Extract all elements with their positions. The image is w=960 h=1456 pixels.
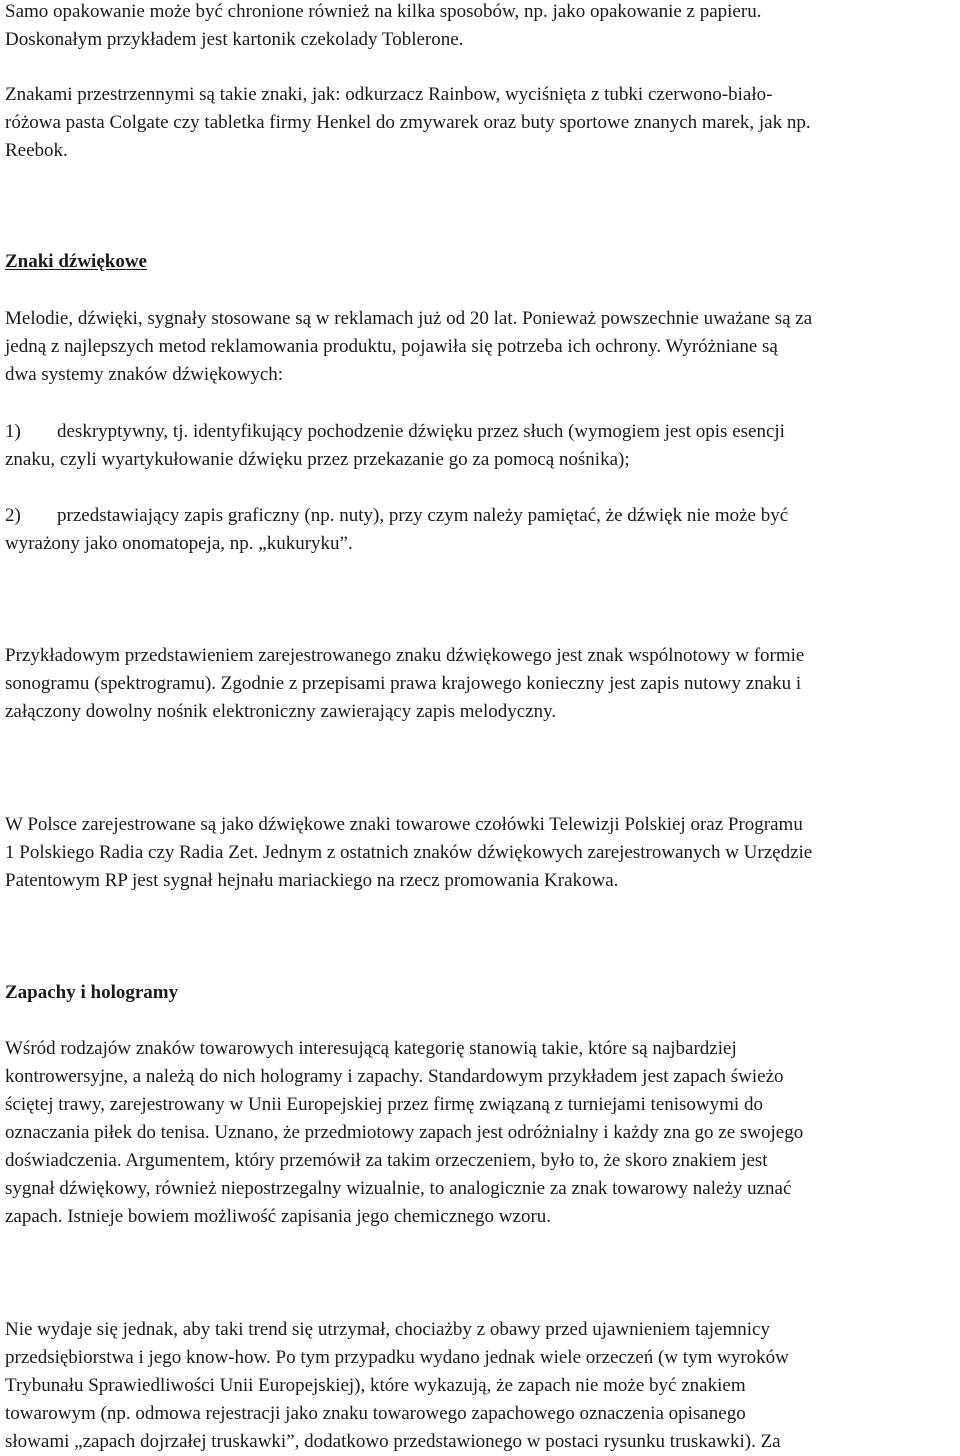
poland-paragraph [5, 811, 957, 895]
text-line: Przykładowym przedstawieniem zarejestrowanego znaku dźwiękowego jest znak wspólnotowy w formie [5, 645, 805, 666]
text-line: oznaczania piłek do tenisa. Uznano, że przedmiotowy zapach jest odróżnialny i każdy zna go ze swojego [5, 1122, 804, 1143]
list-number: 2) [5, 505, 21, 526]
text-line: Reebok. [5, 140, 68, 161]
text-line: jedną z najlepszych metod reklamowania produktu, pojawiła się potrzeba ich ochrony. Wyróżniane są [5, 336, 778, 357]
spatial-marks-paragraph [5, 81, 957, 165]
sound-intro-paragraph [5, 305, 957, 389]
text-line: Nie wydaje się jednak, aby taki trend się utrzymał, chociażby z obawy przed ujawnieniem tajemnicy [5, 1319, 770, 1340]
list-item-text: przedstawiający zapis graficzny (np. nuty), przy czym należy pamiętać, że dźwięk nie może być [57, 505, 789, 526]
list-item-continuation: wyrażony jako onomatopeja, np. „kukuryku”. [5, 533, 353, 554]
text-line: słowami „zapach dojrzałej truskawki”, dodatkowo przedstawionego w postaci rysunku truskawki). Za [5, 1431, 781, 1452]
text-line: ściętej trawy, zarejestrowany w Unii Europejskiej przez firmę związaną z turniejami tenisowymi do [5, 1094, 763, 1115]
text-line: sonogramu (spektrogramu). Zgodnie z przepisami prawa krajowego konieczny jest zapis nutowy znaku i [5, 673, 802, 694]
list-item [5, 502, 957, 558]
text-line: sygnał dźwiękowy, również niepostrzegalny wizualnie, to analogicznie za znak towarowy należy uznać [5, 1178, 792, 1199]
intro-paragraph [5, 0, 957, 54]
text-line: Patentowym RP jest sygnał hejnału mariackiego na rzecz promowania Krakowa. [5, 870, 619, 891]
text-line: załączony dowolny nośnik elektroniczny zawierający zapis melodyczny. [5, 701, 557, 722]
section-heading: Znaki dźwiękowe [5, 251, 147, 272]
text-line: Melodie, dźwięki, sygnały stosowane są w reklamach już od 20 lat. Ponieważ powszechnie uważane są za [5, 308, 813, 329]
text-line: towarowym (np. odmowa rejestracji jako znaku towarowego zapachowego oznaczenia opisanego [5, 1403, 746, 1424]
text-line: Doskonałym przykładem jest kartonik czekolady Toblerone. [5, 29, 464, 50]
list-item-continuation: znaku, czyli wyartykułowanie dźwięku przez przekazanie go za pomocą nośnika); [5, 449, 630, 470]
sound-marks-section [5, 248, 957, 276]
text-line: W Polsce zarejestrowane są jako dźwiękowe znaki towarowe czołówki Telewizji Polskiej oraz Programu [5, 814, 803, 835]
text-line: zapach. Istnieje bowiem możliwość zapisania jego chemicznego wzoru. [5, 1206, 552, 1227]
text-line: przedsiębiorstwa i jego know-how. Po tym przypadku wydano jednak wiele orzeczeń (w tym wyroków [5, 1347, 789, 1368]
text-line: doświadczenia. Argumentem, który przemówił za takim orzeczeniem, było to, że skoro znakiem jest [5, 1150, 768, 1171]
scents-holograms-section [5, 979, 957, 1007]
section-heading: Zapachy i hologramy [5, 982, 179, 1003]
scents-intro-paragraph [5, 1035, 957, 1231]
text-line: Znakami przestrzennymi są takie znaki, jak: odkurzacz Rainbow, wyciśnięta z tubki czerwono-biało- [5, 84, 773, 105]
text-line: różowa pasta Colgate czy tabletka firmy Henkel do zmywarek oraz buty sportowe znanych marek, jak np. [5, 112, 811, 133]
text-line: dwa systemy znaków dźwiękowych: [5, 364, 284, 385]
text-line: 1 Polskiego Radia czy Radia Zet. Jednym z ostatnich znaków dźwiękowych zarejestrowanych w Urzędzie [5, 842, 813, 863]
text-line: Samo opakowanie może być chronione również na kilka sposobów, np. jako opakowanie z papieru. [5, 1, 762, 22]
list-item [5, 418, 957, 474]
text-line: kontrowersyjne, a należą do nich hologramy i zapachy. Standardowym przykładem jest zapach świeżo [5, 1066, 784, 1087]
text-line: Wśród rodzajów znaków towarowych interesującą kategorię stanowią takie, które są najbardziej [5, 1038, 737, 1059]
sonogram-paragraph [5, 642, 957, 726]
list-number: 1) [5, 421, 21, 442]
text-line: Trybunału Sprawiedliwości Unii Europejskiej), które wykazują, że zapach nie może być znakiem [5, 1375, 746, 1396]
list-item-text: deskryptywny, tj. identyfikujący pochodzenie dźwięku przez słuch (wymogiem jest opis esencji [57, 421, 785, 442]
closing-paragraph [5, 1316, 957, 1456]
